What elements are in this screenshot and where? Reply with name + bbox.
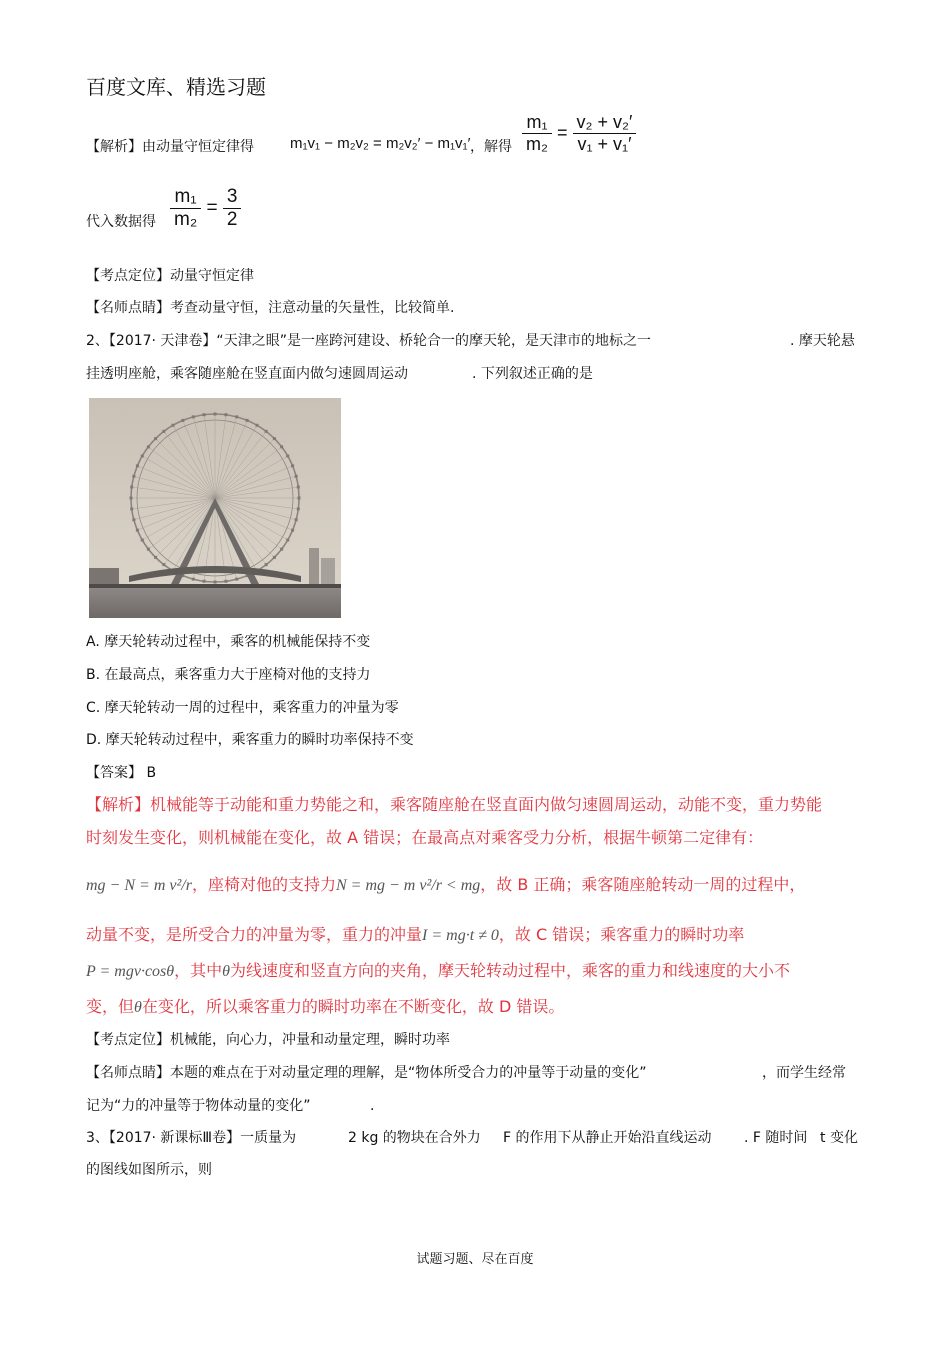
analysis-line-1: 【解析】机械能等于动能和重力势能之和，乘客随座舱在竖直面内做匀速圆周运动，动能不变，重力势能 (86, 795, 823, 814)
page-header: 百度文库、精选习题 (86, 75, 266, 99)
analysis-line-3 (86, 874, 805, 897)
analysis-line-6b: 在变化，所以乘客重力的瞬时功率在不断变化，故 D 错误。 (141, 997, 565, 1016)
substitution-fraction (170, 186, 241, 231)
question-3-c: F 的作用下从静止开始沿直线运动 (503, 1130, 712, 1146)
teacher-note-1: 【名师点睛】考查动量守恒，注意动量的矢量性，比较简单. (86, 300, 455, 316)
theta-symbol-2: θ (134, 999, 142, 1016)
sub-equals: = (206, 197, 218, 219)
key-point-2: 【考点定位】机械能，向心力，冲量和动量定理，瞬时功率 (86, 1032, 450, 1048)
question-2-line-1b: . 摩天轮悬 (790, 333, 855, 349)
sub-value-numerator: 3 (223, 186, 242, 209)
teacher-note-2a: 【名师点睛】本题的难点在于对动量定理的理解，是“物体所受合力的冲量等于动量的变化” (86, 1065, 647, 1081)
analysis-line-6 (86, 996, 564, 1019)
mass-ratio-fraction (522, 112, 636, 155)
analysis-line-4a: 动量不变，是所受合力的冲量为零，重力的冲量 (86, 925, 423, 944)
ratio-denominator: m₂ (526, 134, 548, 154)
analysis-line-4b: ，故 C 错误；乘客重力的瞬时功率 (498, 925, 745, 944)
analysis-line-3-mid: ，座椅对他的支持力 (191, 875, 336, 894)
teacher-note-2b: ，而学生经常 (762, 1065, 846, 1081)
option-d: D. 摩天轮转动过程中，乘客重力的瞬时功率保持不变 (86, 732, 414, 748)
analysis-line-5b: 为线速度和竖直方向的夹角，摩天轮转动过程中，乘客的重力和线速度的大小不 (230, 961, 791, 980)
velocity-sum-denominator: v₁ + v₁′ (577, 134, 632, 154)
sub-value-denominator: 2 (226, 209, 238, 230)
support-force-equation: N = mg − m v²/r < mg (335, 877, 481, 894)
analysis-line-6a: 变，但 (86, 997, 135, 1016)
power-equation: P = mgv·cosθ (86, 963, 175, 980)
analysis-line-3-end: ，故 B 正确；乘客随座舱转动一周的过程中， (480, 875, 806, 894)
question-2-line-2b: . 下列叙述正确的是 (472, 366, 593, 382)
ratio-numerator: m₁ (522, 112, 552, 134)
sub-denominator: m₂ (174, 209, 198, 230)
teacher-note-2c: 记为“力的冲量等于物体动量的变化” (86, 1098, 311, 1114)
question-2-line-2a: 挂透明座舱，乘客随座舱在竖直面内做匀速圆周运动 (86, 366, 408, 382)
option-a: A. 摩天轮转动过程中，乘客的机械能保持不变 (86, 634, 371, 650)
option-c: C. 摩天轮转动一周的过程中，乘客重力的冲量为零 (86, 700, 399, 716)
analysis-line-4 (86, 924, 744, 947)
teacher-note-2d: . (370, 1098, 375, 1114)
question-2-line-1a: 2、【2017· 天津卷】“天津之眼”是一座跨河建设、桥轮合一的摩天轮，是天津市的地标之一 (86, 333, 651, 349)
question-3-a: 3、【2017· 新课标Ⅲ卷】一质量为 (86, 1130, 297, 1146)
theta-symbol: θ (222, 963, 230, 980)
ferris-wheel-photo (89, 398, 341, 618)
newton-equation: mg − N = m v²/r (86, 877, 192, 894)
sub-numerator: m₁ (170, 186, 201, 209)
impulse-equation: I = mg·t ≠ 0 (422, 927, 499, 944)
question-3-d: . F 随时间 (744, 1130, 808, 1146)
momentum-equation: m₁v₁ − m₂v₂ = m₂v₂′ − m₁v₁′ (290, 135, 471, 152)
key-point-1: 【考点定位】动量守恒定律 (86, 268, 254, 284)
analysis-line-2: 时刻发生变化，则机械能在变化，故 A 错误；在最高点对乘客受力分析，根据牛顿第二定律有： (86, 828, 764, 847)
question-3-b: 2 kg 的物块在合外力 (348, 1130, 481, 1146)
analysis-line-5a: ，其中 (174, 961, 223, 980)
question-3-e: t 变化 (820, 1130, 858, 1146)
ratio-equals: = (557, 122, 568, 143)
option-b: B. 在最高点，乘客重力大于座椅对他的支持力 (86, 667, 371, 683)
page-footer: 试题习题、尽在百度 (416, 1252, 534, 1267)
solution-1-solve: ，解得 (470, 139, 512, 155)
question-3-line-2: 的图线如图所示，则 (86, 1162, 212, 1178)
substitution-label: 代入数据得 (86, 214, 156, 230)
velocity-sum-numerator: v₂ + v₂′ (573, 112, 637, 134)
answer: 【答案】 B (86, 765, 157, 781)
ferris-wheel-illustration (89, 398, 341, 618)
solution-1-label: 【解析】由动量守恒定律得 (86, 139, 254, 155)
analysis-line-5 (86, 960, 790, 983)
